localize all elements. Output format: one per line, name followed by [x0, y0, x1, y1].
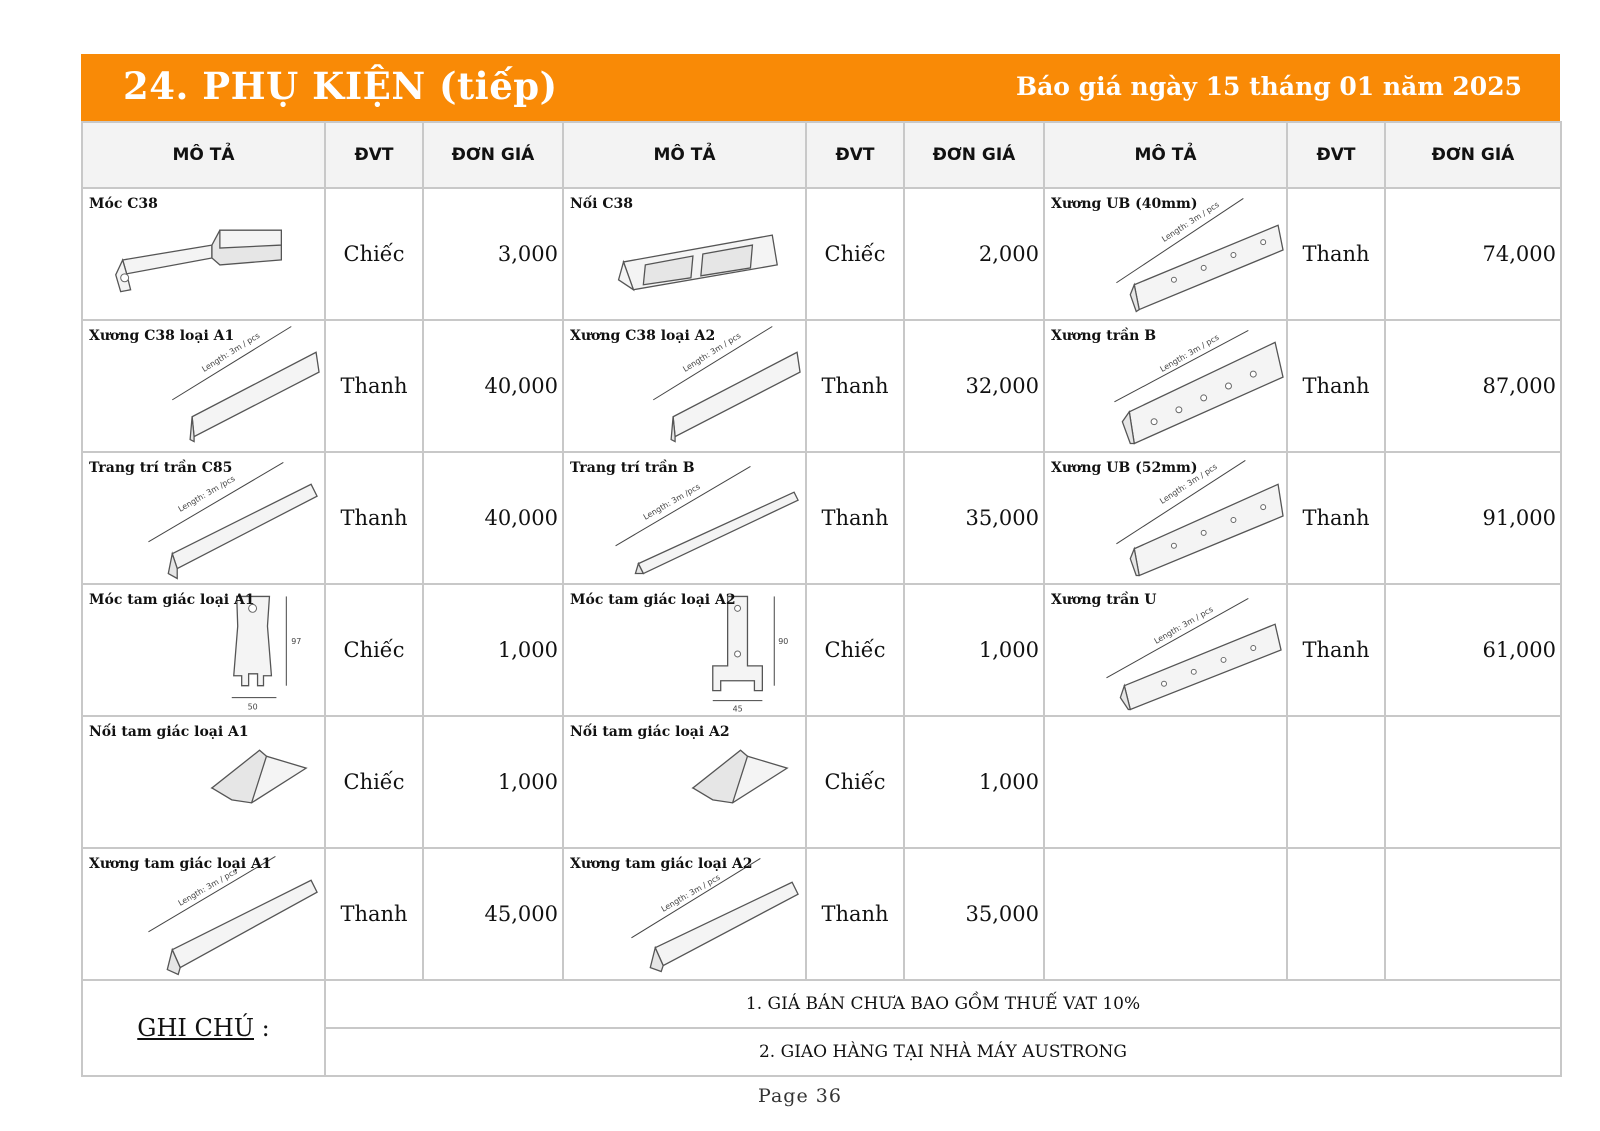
price-cell: 1,000 [904, 584, 1044, 716]
column-header-description: MÔ TẢ [563, 122, 806, 188]
width-dimension: 50 [247, 702, 258, 712]
page-title: 24. PHỤ KIỆN (tiếp) [123, 64, 558, 108]
page-number: Page 36 [758, 1085, 842, 1107]
product-cell [1044, 452, 1287, 584]
notes-label [82, 980, 325, 1076]
product-cell [82, 320, 325, 452]
header-row [82, 122, 1561, 188]
product-cell [563, 716, 806, 848]
unit-cell: Chiếc [325, 188, 423, 320]
table-row [82, 452, 1561, 584]
unit-cell: Thanh [1287, 188, 1385, 320]
unit-cell: Thanh [325, 452, 423, 584]
empty-cell [1287, 716, 1385, 848]
unit-cell: Thanh [1287, 320, 1385, 452]
price-cell: 3,000 [423, 188, 563, 320]
product-name: Trang trí trần C85 [89, 460, 233, 476]
product-cell [82, 452, 325, 584]
price-cell: 1,000 [423, 716, 563, 848]
product-cell [563, 584, 806, 716]
table-row [82, 188, 1561, 320]
product-name: Xương tam giác loại A2 [570, 856, 753, 872]
empty-cell [1044, 848, 1287, 980]
column-header-description: MÔ TẢ [82, 122, 325, 188]
length-label: Length: 3m / pcs [1160, 200, 1221, 244]
empty-cell [1044, 716, 1287, 848]
price-cell: 45,000 [423, 848, 563, 980]
price-cell: 35,000 [904, 848, 1044, 980]
product-name: Xương trần U [1051, 592, 1157, 608]
width-dimension: 45 [732, 704, 743, 714]
product-cell [1044, 320, 1287, 452]
product-cell [563, 848, 806, 980]
product-name: Xương UB (52mm) [1051, 460, 1198, 476]
column-header-price: ĐƠN GIÁ [904, 122, 1044, 188]
price-cell: 87,000 [1385, 320, 1561, 452]
empty-cell [1287, 848, 1385, 980]
product-cell [82, 848, 325, 980]
unit-cell: Thanh [325, 320, 423, 452]
length-label: Length: 3m /pcs [176, 474, 237, 514]
column-header-unit: ĐVT [806, 122, 904, 188]
unit-cell: Thanh [806, 320, 904, 452]
unit-cell: Thanh [806, 452, 904, 584]
product-name: Xương C38 loại A2 [570, 328, 716, 344]
price-table [81, 121, 1562, 1077]
product-name: Móc tam giác loại A2 [570, 592, 736, 608]
column-header-unit: ĐVT [325, 122, 423, 188]
length-label: Length: 3m / pcs [681, 330, 743, 374]
product-name: Xương UB (40mm) [1051, 196, 1198, 212]
product-cell [563, 452, 806, 584]
unit-cell: Thanh [806, 848, 904, 980]
table-row [82, 584, 1561, 716]
product-name: Móc tam giác loại A1 [89, 592, 255, 608]
unit-cell: Chiếc [325, 716, 423, 848]
column-header-price: ĐƠN GIÁ [1385, 122, 1561, 188]
note-item: 1. GIÁ BÁN CHƯA BAO GỒM THUẾ VAT 10% [325, 980, 1561, 1028]
price-cell: 61,000 [1385, 584, 1561, 716]
length-label: Length: 3m / pcs [1158, 332, 1221, 374]
product-name: Trang trí trần B [570, 460, 695, 476]
length-label: Length: 3m / pcs [659, 872, 722, 914]
length-label: Length: 3m /pcs [641, 481, 702, 522]
product-name: Nối tam giác loại A1 [89, 724, 249, 740]
unit-cell: Chiếc [325, 584, 423, 716]
price-cell: 35,000 [904, 452, 1044, 584]
unit-cell: Thanh [325, 848, 423, 980]
price-cell: 40,000 [423, 452, 563, 584]
note-item: 2. GIAO HÀNG TẠI NHÀ MÁY AUSTRONG [325, 1028, 1561, 1076]
header-banner [81, 54, 1560, 121]
notes-row [82, 980, 1561, 1028]
unit-cell: Chiếc [806, 716, 904, 848]
table-row [82, 320, 1561, 452]
price-cell: 2,000 [904, 188, 1044, 320]
product-cell [563, 320, 806, 452]
price-cell: 1,000 [904, 716, 1044, 848]
empty-cell [1385, 716, 1561, 848]
product-name: Nối C38 [570, 196, 633, 212]
price-cell: 40,000 [423, 320, 563, 452]
product-name: Xương C38 loại A1 [89, 328, 235, 344]
length-label: Length: 3m / pcs [1158, 462, 1219, 506]
unit-cell: Thanh [1287, 452, 1385, 584]
unit-cell: Thanh [1287, 584, 1385, 716]
height-dimension: 90 [778, 637, 789, 647]
product-name: Xương trần B [1051, 328, 1157, 344]
product-name: Xương tam giác loại A1 [89, 856, 272, 872]
price-cell: 91,000 [1385, 452, 1561, 584]
length-label: Length: 3m / pcs [1152, 604, 1215, 646]
product-name: Nối tam giác loại A2 [570, 724, 730, 740]
notes-label-suffix: : [254, 1014, 270, 1042]
height-dimension: 97 [291, 637, 302, 647]
column-header-unit: ĐVT [1287, 122, 1385, 188]
length-label: Length: 3m / pcs [176, 866, 239, 908]
unit-cell: Chiếc [806, 188, 904, 320]
table-row [82, 848, 1561, 980]
price-cell: 32,000 [904, 320, 1044, 452]
column-header-description: MÔ TẢ [1044, 122, 1287, 188]
price-cell: 1,000 [423, 584, 563, 716]
product-cell [1044, 584, 1287, 716]
column-header-price: ĐƠN GIÁ [423, 122, 563, 188]
product-cell [82, 188, 325, 320]
length-label: Length: 3m / pcs [200, 330, 262, 374]
product-name: Móc C38 [89, 196, 158, 212]
product-cell [82, 584, 325, 716]
empty-cell [1385, 848, 1561, 980]
product-cell [563, 188, 806, 320]
product-cell [82, 716, 325, 848]
price-cell: 74,000 [1385, 188, 1561, 320]
notes-label-text: GHI CHÚ [137, 1014, 254, 1042]
quote-date: Báo giá ngày 15 tháng 01 năm 2025 [1015, 72, 1522, 101]
table-row [82, 716, 1561, 848]
unit-cell: Chiếc [806, 584, 904, 716]
product-cell [1044, 188, 1287, 320]
